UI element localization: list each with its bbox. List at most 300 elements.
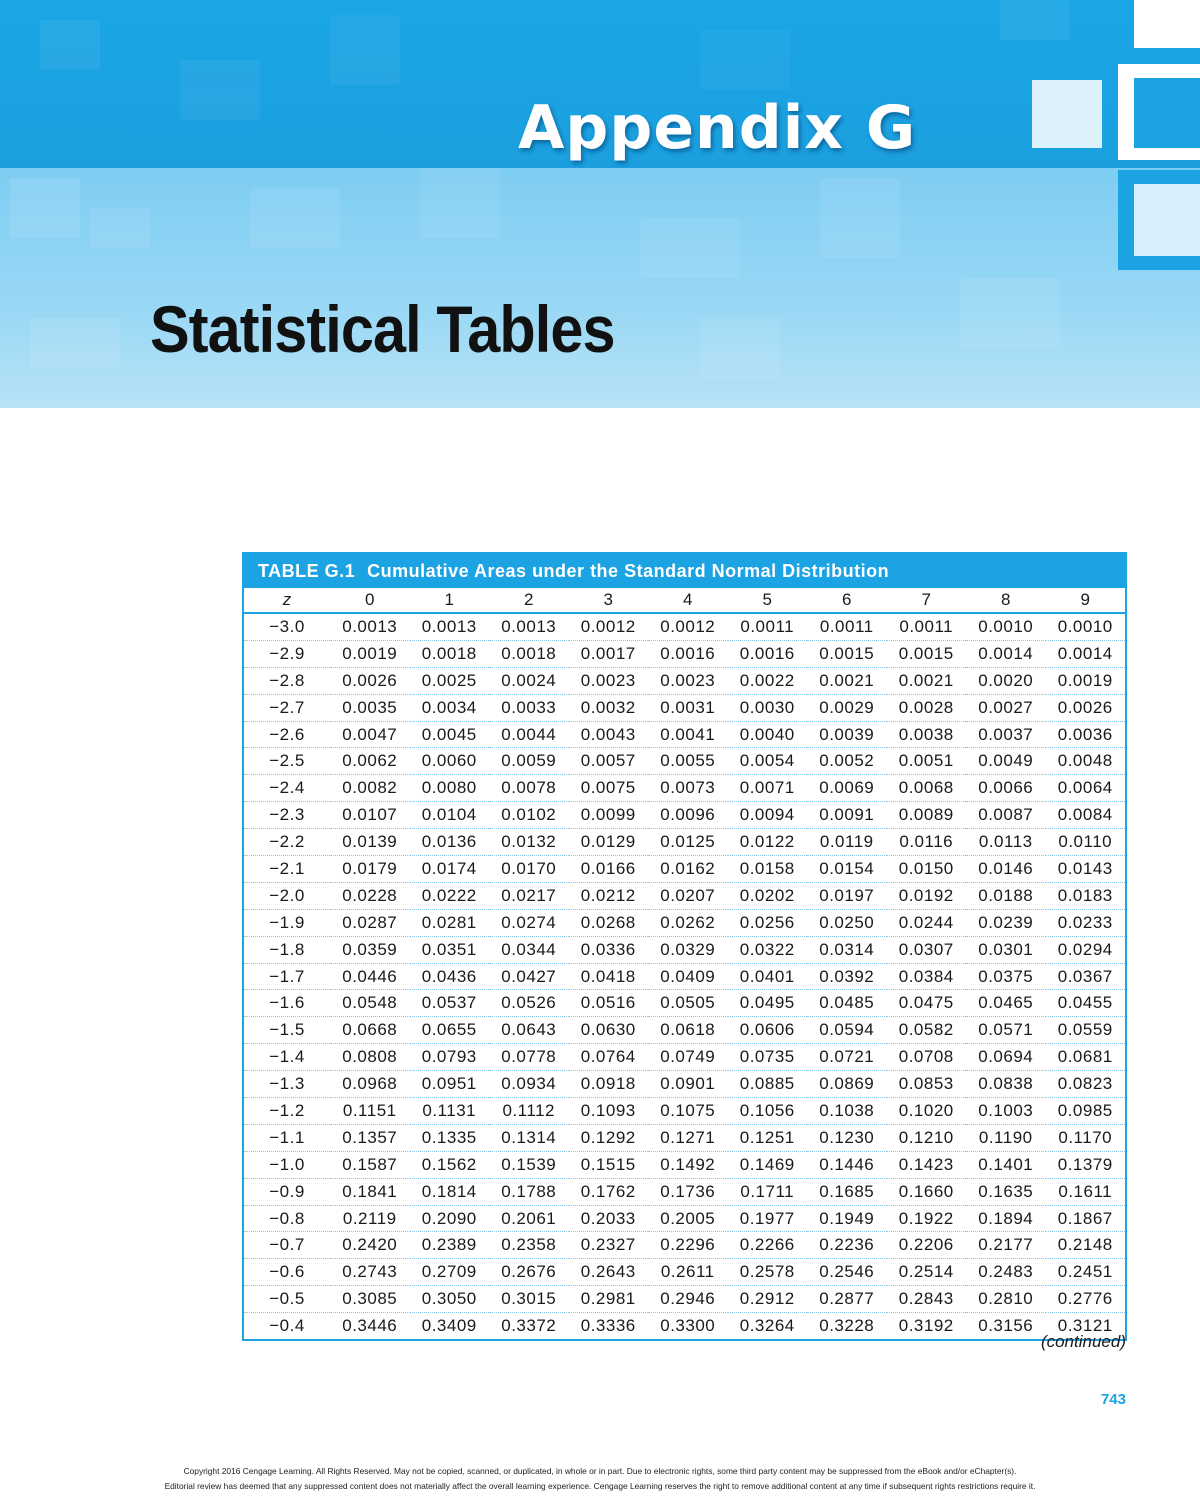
column-header-9: 9 <box>1046 588 1126 613</box>
probability-cell: 0.0054 <box>728 748 808 775</box>
z-value-cell: −2.4 <box>244 775 330 802</box>
probability-cell: 0.1093 <box>569 1098 649 1125</box>
probability-cell: 0.1867 <box>1046 1205 1126 1232</box>
probability-cell: 0.0015 <box>807 640 887 667</box>
table-row <box>244 694 1125 721</box>
probability-cell: 0.0075 <box>569 775 649 802</box>
z-value-cell: −1.7 <box>244 963 330 990</box>
appendix-title: Appendix G <box>518 93 917 163</box>
probability-cell: 0.0107 <box>330 802 410 829</box>
probability-cell: 0.0084 <box>1046 802 1126 829</box>
probability-cell: 0.0367 <box>1046 963 1126 990</box>
probability-cell: 0.0011 <box>807 613 887 640</box>
table-row <box>244 909 1125 936</box>
probability-cell: 0.0021 <box>807 667 887 694</box>
probability-cell: 0.1075 <box>648 1098 728 1125</box>
probability-cell: 0.0322 <box>728 936 808 963</box>
z-value-cell: −1.4 <box>244 1044 330 1071</box>
probability-cell: 0.1635 <box>966 1178 1046 1205</box>
probability-cell: 0.2451 <box>1046 1259 1126 1286</box>
probability-cell: 0.0838 <box>966 1071 1046 1098</box>
probability-cell: 0.0039 <box>807 721 887 748</box>
probability-cell: 0.0018 <box>410 640 490 667</box>
probability-cell: 0.0057 <box>569 748 649 775</box>
probability-cell: 0.1660 <box>887 1178 967 1205</box>
probability-cell: 0.1492 <box>648 1151 728 1178</box>
probability-cell: 0.2643 <box>569 1259 649 1286</box>
probability-cell: 0.0401 <box>728 963 808 990</box>
table-row <box>244 882 1125 909</box>
probability-cell: 0.2090 <box>410 1205 490 1232</box>
z-value-cell: −1.6 <box>244 990 330 1017</box>
probability-cell: 0.0119 <box>807 829 887 856</box>
probability-cell: 0.0455 <box>1046 990 1126 1017</box>
probability-cell: 0.0475 <box>887 990 967 1017</box>
table-row <box>244 1044 1125 1071</box>
probability-cell: 0.2776 <box>1046 1286 1126 1313</box>
probability-cell: 0.0010 <box>966 613 1046 640</box>
table-row <box>244 829 1125 856</box>
probability-cell: 0.0025 <box>410 667 490 694</box>
probability-cell: 0.2236 <box>807 1232 887 1259</box>
probability-cell: 0.0143 <box>1046 856 1126 883</box>
probability-cell: 0.0901 <box>648 1071 728 1098</box>
table-row <box>244 640 1125 667</box>
probability-cell: 0.1423 <box>887 1151 967 1178</box>
probability-cell: 0.0037 <box>966 721 1046 748</box>
decorative-square <box>1134 0 1200 48</box>
table-row <box>244 613 1125 640</box>
probability-cell: 0.2676 <box>489 1259 569 1286</box>
table-row <box>244 667 1125 694</box>
probability-cell: 0.0102 <box>489 802 569 829</box>
table-row <box>244 990 1125 1017</box>
probability-cell: 0.0012 <box>569 613 649 640</box>
probability-cell: 0.0099 <box>569 802 649 829</box>
probability-cell: 0.0918 <box>569 1071 649 1098</box>
probability-cell: 0.2177 <box>966 1232 1046 1259</box>
probability-cell: 0.0301 <box>966 936 1046 963</box>
probability-cell: 0.0548 <box>330 990 410 1017</box>
probability-cell: 0.0041 <box>648 721 728 748</box>
probability-cell: 0.0735 <box>728 1044 808 1071</box>
probability-cell: 0.0188 <box>966 882 1046 909</box>
probability-cell: 0.0968 <box>330 1071 410 1098</box>
z-value-cell: −1.9 <box>244 909 330 936</box>
table-header-row <box>244 588 1125 613</box>
probability-cell: 0.0038 <box>887 721 967 748</box>
column-header-5: 5 <box>728 588 808 613</box>
probability-cell: 0.0033 <box>489 694 569 721</box>
z-value-cell: −2.9 <box>244 640 330 667</box>
probability-cell: 0.2743 <box>330 1259 410 1286</box>
probability-cell: 0.2033 <box>569 1205 649 1232</box>
probability-cell: 0.0606 <box>728 1017 808 1044</box>
probability-cell: 0.0643 <box>489 1017 569 1044</box>
table-title: Cumulative Areas under the Standard Normal Distribution <box>367 561 890 581</box>
table-caption <box>244 554 1125 588</box>
probability-cell: 0.0793 <box>410 1044 490 1071</box>
column-header-1: 1 <box>410 588 490 613</box>
probability-cell: 0.1210 <box>887 1124 967 1151</box>
probability-cell: 0.0132 <box>489 829 569 856</box>
probability-cell: 0.0010 <box>1046 613 1126 640</box>
probability-cell: 0.0091 <box>807 802 887 829</box>
probability-cell: 0.0078 <box>489 775 569 802</box>
probability-cell: 0.0344 <box>489 936 569 963</box>
probability-cell: 0.0139 <box>330 829 410 856</box>
z-value-cell: −0.7 <box>244 1232 330 1259</box>
probability-cell: 0.0162 <box>648 856 728 883</box>
probability-cell: 0.0055 <box>648 748 728 775</box>
probability-cell: 0.2611 <box>648 1259 728 1286</box>
probability-cell: 0.0094 <box>728 802 808 829</box>
probability-cell: 0.0146 <box>966 856 1046 883</box>
table-row <box>244 1017 1125 1044</box>
probability-cell: 0.0314 <box>807 936 887 963</box>
probability-cell: 0.1762 <box>569 1178 649 1205</box>
probability-cell: 0.1922 <box>887 1205 967 1232</box>
z-value-cell: −1.0 <box>244 1151 330 1178</box>
probability-cell: 0.0207 <box>648 882 728 909</box>
z-value-cell: −0.5 <box>244 1286 330 1313</box>
probability-cell: 0.0721 <box>807 1044 887 1071</box>
probability-cell: 0.0104 <box>410 802 490 829</box>
probability-cell: 0.2810 <box>966 1286 1046 1313</box>
probability-cell: 0.0694 <box>966 1044 1046 1071</box>
probability-cell: 0.0409 <box>648 963 728 990</box>
probability-cell: 0.0244 <box>887 909 967 936</box>
probability-cell: 0.3228 <box>807 1313 887 1339</box>
probability-cell: 0.2514 <box>887 1259 967 1286</box>
probability-cell: 0.0016 <box>648 640 728 667</box>
probability-cell: 0.0427 <box>489 963 569 990</box>
probability-cell: 0.0116 <box>887 829 967 856</box>
banner-tile <box>10 178 80 238</box>
probability-cell: 0.1894 <box>966 1205 1046 1232</box>
probability-cell: 0.0158 <box>728 856 808 883</box>
probability-cell: 0.2420 <box>330 1232 410 1259</box>
probability-cell: 0.0359 <box>330 936 410 963</box>
probability-cell: 0.0495 <box>728 990 808 1017</box>
probability-cell: 0.0250 <box>807 909 887 936</box>
probability-cell: 0.0019 <box>330 640 410 667</box>
probability-cell: 0.0885 <box>728 1071 808 1098</box>
probability-cell: 0.0035 <box>330 694 410 721</box>
probability-cell: 0.0082 <box>330 775 410 802</box>
probability-cell: 0.0212 <box>569 882 649 909</box>
probability-cell: 0.0239 <box>966 909 1046 936</box>
probability-cell: 0.0537 <box>410 990 490 1017</box>
probability-cell: 0.0571 <box>966 1017 1046 1044</box>
probability-cell: 0.2327 <box>569 1232 649 1259</box>
z-value-cell: −0.4 <box>244 1313 330 1339</box>
table-row <box>244 936 1125 963</box>
probability-cell: 0.2981 <box>569 1286 649 1313</box>
banner-tile <box>250 188 340 248</box>
table-body <box>244 613 1125 1339</box>
probability-cell: 0.0021 <box>887 667 967 694</box>
probability-cell: 0.0073 <box>648 775 728 802</box>
banner-tile <box>90 208 150 248</box>
probability-cell: 0.0268 <box>569 909 649 936</box>
probability-cell: 0.0032 <box>569 694 649 721</box>
probability-cell: 0.0516 <box>569 990 649 1017</box>
probability-cell: 0.0052 <box>807 748 887 775</box>
probability-cell: 0.1711 <box>728 1178 808 1205</box>
probability-cell: 0.0150 <box>887 856 967 883</box>
probability-cell: 0.1271 <box>648 1124 728 1151</box>
probability-cell: 0.0014 <box>966 640 1046 667</box>
probability-cell: 0.0018 <box>489 640 569 667</box>
banner-tile <box>1000 0 1070 40</box>
probability-cell: 0.1788 <box>489 1178 569 1205</box>
probability-cell: 0.0014 <box>1046 640 1126 667</box>
probability-cell: 0.0044 <box>489 721 569 748</box>
probability-cell: 0.0040 <box>728 721 808 748</box>
probability-cell: 0.0384 <box>887 963 967 990</box>
probability-cell: 0.0329 <box>648 936 728 963</box>
banner-tile <box>700 318 780 378</box>
probability-cell: 0.0183 <box>1046 882 1126 909</box>
banner-tile <box>180 60 260 120</box>
probability-cell: 0.1446 <box>807 1151 887 1178</box>
decorative-square <box>1134 78 1200 148</box>
probability-cell: 0.2206 <box>887 1232 967 1259</box>
probability-cell: 0.0022 <box>728 667 808 694</box>
probability-cell: 0.0823 <box>1046 1071 1126 1098</box>
table-row <box>244 1259 1125 1286</box>
probability-cell: 0.3156 <box>966 1313 1046 1339</box>
probability-cell: 0.0011 <box>728 613 808 640</box>
probability-cell: 0.0023 <box>648 667 728 694</box>
probability-cell: 0.0011 <box>887 613 967 640</box>
column-header-z: z <box>244 588 330 613</box>
probability-cell: 0.0154 <box>807 856 887 883</box>
probability-cell: 0.3015 <box>489 1286 569 1313</box>
probability-cell: 0.1539 <box>489 1151 569 1178</box>
probability-cell: 0.0351 <box>410 936 490 963</box>
probability-cell: 0.1251 <box>728 1124 808 1151</box>
probability-cell: 0.0060 <box>410 748 490 775</box>
probability-cell: 0.3372 <box>489 1313 569 1339</box>
banner-tile <box>960 278 1060 348</box>
probability-cell: 0.0526 <box>489 990 569 1017</box>
probability-cell: 0.1587 <box>330 1151 410 1178</box>
table-row <box>244 775 1125 802</box>
probability-cell: 0.0869 <box>807 1071 887 1098</box>
probability-cell: 0.0262 <box>648 909 728 936</box>
probability-cell: 0.1949 <box>807 1205 887 1232</box>
probability-cell: 0.0125 <box>648 829 728 856</box>
probability-cell: 0.0808 <box>330 1044 410 1071</box>
table-row <box>244 1178 1125 1205</box>
probability-cell: 0.0019 <box>1046 667 1126 694</box>
z-value-cell: −1.3 <box>244 1071 330 1098</box>
probability-cell: 0.0087 <box>966 802 1046 829</box>
probability-cell: 0.0129 <box>569 829 649 856</box>
probability-cell: 0.0307 <box>887 936 967 963</box>
column-header-7: 7 <box>887 588 967 613</box>
probability-cell: 0.0026 <box>330 667 410 694</box>
z-value-cell: −2.3 <box>244 802 330 829</box>
probability-cell: 0.0582 <box>887 1017 967 1044</box>
decorative-square <box>1134 184 1200 256</box>
header-banner-bottom <box>0 168 1200 408</box>
probability-cell: 0.0013 <box>489 613 569 640</box>
z-value-cell: −2.2 <box>244 829 330 856</box>
probability-cell: 0.1131 <box>410 1098 490 1125</box>
probability-cell: 0.0047 <box>330 721 410 748</box>
probability-cell: 0.0110 <box>1046 829 1126 856</box>
section-title: Statistical Tables <box>150 292 615 366</box>
probability-cell: 0.2912 <box>728 1286 808 1313</box>
probability-cell: 0.3300 <box>648 1313 728 1339</box>
table-row <box>244 748 1125 775</box>
column-header-8: 8 <box>966 588 1046 613</box>
z-value-cell: −0.8 <box>244 1205 330 1232</box>
probability-cell: 0.0465 <box>966 990 1046 1017</box>
z-value-cell: −1.8 <box>244 936 330 963</box>
z-value-cell: −2.5 <box>244 748 330 775</box>
z-value-cell: −2.1 <box>244 856 330 883</box>
probability-cell: 0.0136 <box>410 829 490 856</box>
probability-cell: 0.0170 <box>489 856 569 883</box>
probability-cell: 0.0287 <box>330 909 410 936</box>
probability-cell: 0.0015 <box>887 640 967 667</box>
probability-cell: 0.0708 <box>887 1044 967 1071</box>
probability-cell: 0.2005 <box>648 1205 728 1232</box>
probability-cell: 0.0436 <box>410 963 490 990</box>
probability-cell: 0.1190 <box>966 1124 1046 1151</box>
probability-cell: 0.0066 <box>966 775 1046 802</box>
probability-cell: 0.0192 <box>887 882 967 909</box>
probability-cell: 0.1357 <box>330 1124 410 1151</box>
probability-cell: 0.0233 <box>1046 909 1126 936</box>
probability-cell: 0.2483 <box>966 1259 1046 1286</box>
probability-cell: 0.0080 <box>410 775 490 802</box>
probability-cell: 0.0020 <box>966 667 1046 694</box>
probability-cell: 0.2148 <box>1046 1232 1126 1259</box>
probability-cell: 0.0985 <box>1046 1098 1126 1125</box>
copyright-line-2: Editorial review has deemed that any suppressed content does not materially affect the overall learning experience. Cengage Learning reserves the right to remove additional content at any time if subsequent rights restrictions require it. <box>164 1481 1036 1491</box>
banner-tile <box>330 15 400 85</box>
probability-cell: 0.1335 <box>410 1124 490 1151</box>
column-header-0: 0 <box>330 588 410 613</box>
probability-cell: 0.0113 <box>966 829 1046 856</box>
probability-cell: 0.3085 <box>330 1286 410 1313</box>
probability-cell: 0.1379 <box>1046 1151 1126 1178</box>
probability-cell: 0.0049 <box>966 748 1046 775</box>
z-value-cell: −1.1 <box>244 1124 330 1151</box>
probability-cell: 0.0202 <box>728 882 808 909</box>
banner-tile <box>820 178 900 258</box>
probability-cell: 0.3446 <box>330 1313 410 1339</box>
probability-cell: 0.0179 <box>330 856 410 883</box>
probability-cell: 0.2358 <box>489 1232 569 1259</box>
probability-cell: 0.0655 <box>410 1017 490 1044</box>
probability-cell: 0.0048 <box>1046 748 1126 775</box>
table-row <box>244 856 1125 883</box>
z-value-cell: −2.7 <box>244 694 330 721</box>
probability-cell: 0.1977 <box>728 1205 808 1232</box>
probability-cell: 0.1841 <box>330 1178 410 1205</box>
probability-cell: 0.0594 <box>807 1017 887 1044</box>
probability-cell: 0.0069 <box>807 775 887 802</box>
probability-cell: 0.1515 <box>569 1151 649 1178</box>
probability-cell: 0.0013 <box>410 613 490 640</box>
table-row <box>244 1232 1125 1259</box>
table-row <box>244 1098 1125 1125</box>
probability-cell: 0.0030 <box>728 694 808 721</box>
probability-cell: 0.0043 <box>569 721 649 748</box>
z-value-cell: −0.9 <box>244 1178 330 1205</box>
probability-cell: 0.3264 <box>728 1313 808 1339</box>
probability-cell: 0.2546 <box>807 1259 887 1286</box>
probability-cell: 0.0034 <box>410 694 490 721</box>
probability-cell: 0.0031 <box>648 694 728 721</box>
probability-cell: 0.0934 <box>489 1071 569 1098</box>
probability-cell: 0.0045 <box>410 721 490 748</box>
probability-cell: 0.0051 <box>887 748 967 775</box>
probability-cell: 0.0222 <box>410 882 490 909</box>
probability-cell: 0.0122 <box>728 829 808 856</box>
probability-cell: 0.0013 <box>330 613 410 640</box>
probability-cell: 0.2061 <box>489 1205 569 1232</box>
probability-cell: 0.0778 <box>489 1044 569 1071</box>
probability-cell: 0.2946 <box>648 1286 728 1313</box>
probability-cell: 0.0026 <box>1046 694 1126 721</box>
probability-cell: 0.0559 <box>1046 1017 1126 1044</box>
probability-cell: 0.0016 <box>728 640 808 667</box>
probability-cell: 0.1685 <box>807 1178 887 1205</box>
probability-cell: 0.1038 <box>807 1098 887 1125</box>
decorative-square <box>1032 80 1102 148</box>
probability-cell: 0.1611 <box>1046 1178 1126 1205</box>
probability-cell: 0.0027 <box>966 694 1046 721</box>
probability-cell: 0.0174 <box>410 856 490 883</box>
column-header-4: 4 <box>648 588 728 613</box>
table-row <box>244 1286 1125 1313</box>
probability-cell: 0.0256 <box>728 909 808 936</box>
continued-note: (continued) <box>1040 1332 1126 1351</box>
table-row <box>244 1313 1125 1339</box>
table-row <box>244 721 1125 748</box>
probability-cell: 0.3336 <box>569 1313 649 1339</box>
probability-cell: 0.0024 <box>489 667 569 694</box>
column-header-6: 6 <box>807 588 887 613</box>
probability-cell: 0.3050 <box>410 1286 490 1313</box>
probability-cell: 0.0446 <box>330 963 410 990</box>
probability-cell: 0.0764 <box>569 1044 649 1071</box>
banner-tile <box>700 30 790 90</box>
probability-cell: 0.0096 <box>648 802 728 829</box>
z-value-cell: −2.8 <box>244 667 330 694</box>
probability-cell: 0.0630 <box>569 1017 649 1044</box>
probability-cell: 0.0294 <box>1046 936 1126 963</box>
probability-cell: 0.3121 <box>1046 1313 1126 1339</box>
probability-cell: 0.2877 <box>807 1286 887 1313</box>
z-value-cell: −3.0 <box>244 613 330 640</box>
table-row <box>244 802 1125 829</box>
probability-cell: 0.0749 <box>648 1044 728 1071</box>
probability-cell: 0.0951 <box>410 1071 490 1098</box>
probability-cell: 0.0618 <box>648 1017 728 1044</box>
z-table <box>244 588 1125 1339</box>
probability-cell: 0.1736 <box>648 1178 728 1205</box>
probability-cell: 0.2389 <box>410 1232 490 1259</box>
banner-tile <box>40 20 100 70</box>
